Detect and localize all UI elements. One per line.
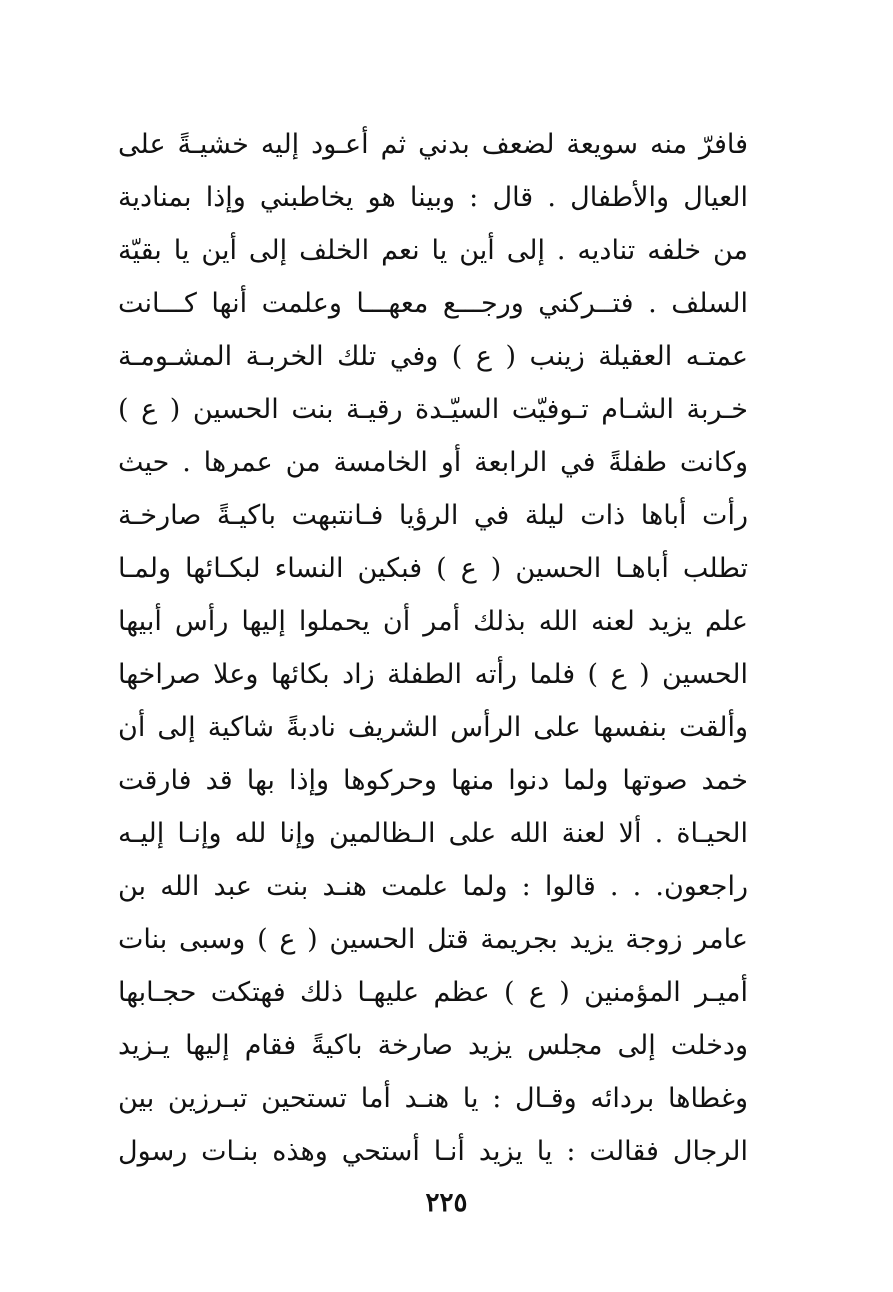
text-line: وألقت بنفسها على الرأس الشريف نادبةً شاكية إلى أن xyxy=(118,712,748,743)
text-line: عمتـه العقيلة زينب ( ع ) وفي تلك الخربـة المشـومـة xyxy=(118,341,748,372)
text-line: من خلفه تناديه . إلى أين يا نعم الخلف إلى أين يا بقيّة xyxy=(118,235,748,266)
text-line: الحسين ( ع ) فلما رأته الطفلة زاد بكائها وعلا صراخها xyxy=(118,659,748,690)
text-line: الرجال فقالت : يا يزيد أنـا أستحي وهذه بنـات رسول xyxy=(118,1136,748,1167)
text-line: السلف . فتــركني ورجـــع معهـــا وعلمت أنها كـــانت xyxy=(118,288,748,319)
text-line: خمد صوتها ولما دنوا منها وحركوها وإذا بها قد فارقت xyxy=(118,765,748,796)
text-line: رأت أباها ذات ليلة في الرؤيا فـانتبهت باكيـةً صارخـة xyxy=(118,500,748,531)
text-line: ودخلت إلى مجلس يزيد صارخة باكيةً فقام إليها يـزيد xyxy=(118,1030,748,1061)
text-line: العيال والأطفال . قال : وبينا هو يخاطبني وإذا بمنادية xyxy=(118,182,748,213)
body-text xyxy=(118,118,748,1178)
text-line: وغطاها بردائه وقـال : يا هنـد أما تستحين تبـرزين بين xyxy=(118,1083,748,1114)
page-number: ٢٢٥ xyxy=(425,1188,468,1218)
text-line: خـربة الشـام تـوفيّت السيّـدة رقيـة بنت الحسين ( ع ) xyxy=(118,394,748,425)
text-line: تطلب أباهـا الحسين ( ع ) فبكين النساء لبكـائها ولمـا xyxy=(118,553,748,584)
text-line: وكانت طفلةً في الرابعة أو الخامسة من عمرها . حيث xyxy=(118,447,748,478)
text-line: راجعون. . . قالوا : ولما علمت هنـد بنت عبد الله بن xyxy=(118,871,748,902)
text-line: فافرّ منه سويعة لضعف بدني ثم أعـود إليه خشيـةً على xyxy=(118,129,748,160)
text-line: عامر زوجة يزيد بجريمة قتل الحسين ( ع ) وسبى بنات xyxy=(118,924,748,955)
text-line: علم يزيد لعنه الله بذلك أمر أن يحملوا إليها رأس أبيها xyxy=(118,606,748,637)
text-line: أميـر المؤمنين ( ع ) عظم عليهـا ذلك فهتكت حجـابها xyxy=(118,977,748,1008)
text-line: الحيـاة . ألا لعنة الله على الـظالمين وإنا لله وإنـا إليـه xyxy=(118,818,748,849)
